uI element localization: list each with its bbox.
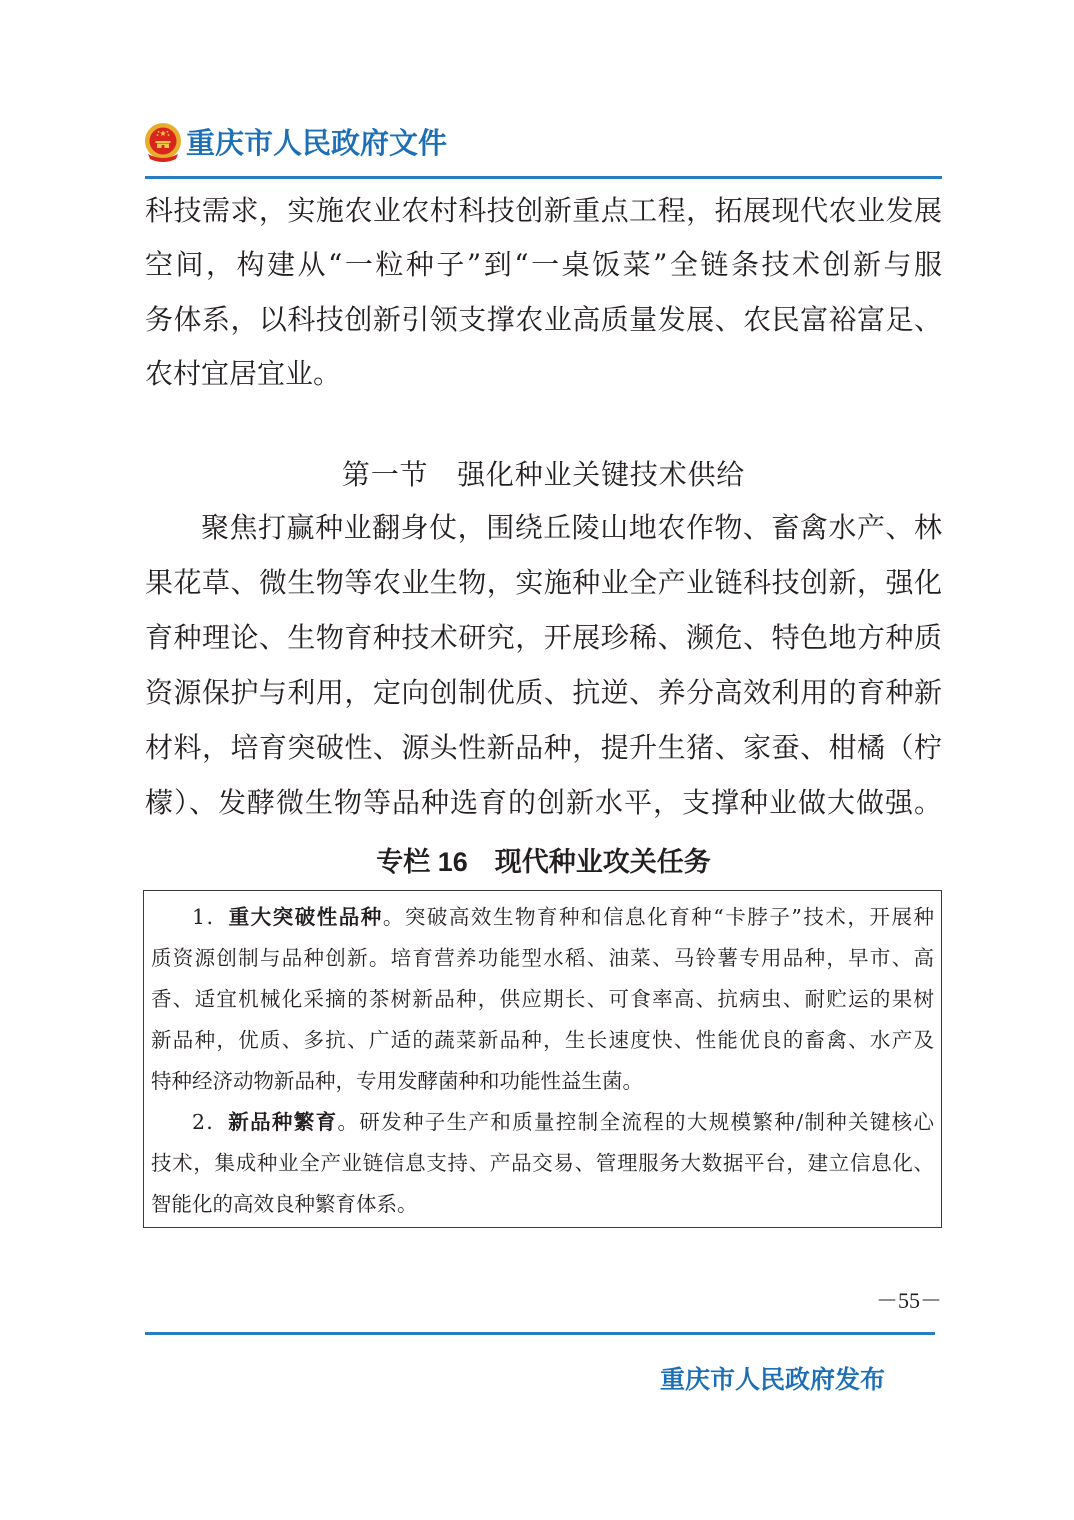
paragraph-line: 资源保护与利用，定向创制优质、抗逆、养分高效利用的育种新 bbox=[145, 676, 942, 709]
paragraph-2 bbox=[145, 500, 942, 830]
section-heading: 第一节 强化种业关键技术供给 bbox=[341, 458, 746, 491]
footer-rule bbox=[145, 1332, 935, 1335]
column-item-line: 香、适宜机械化采摘的茶树新品种，供应期长、可食率高、抗病虫、耐贮运的果树 bbox=[151, 987, 934, 1011]
column-item-first-line bbox=[151, 897, 934, 938]
item-text: 。突破高效生物育种和信息化育种“卡脖子”技术，开展种 bbox=[382, 905, 934, 929]
column-item-line: 技术，集成种业全产业链信息支持、产品交易、管理服务大数据平台，建立信息化、 bbox=[151, 1151, 934, 1175]
column-item-line: 质资源创制与品种创新。培育营养功能型水稻、油菜、马铃薯专用品种，早市、高 bbox=[151, 946, 934, 970]
column-item-line: 特种经济动物新品种，专用发酵菌种和功能性益生菌。 bbox=[151, 1069, 643, 1093]
paragraph-line: 檬）、发酵微生物等品种选育的创新水平，支撑种业做大做强。 bbox=[145, 786, 942, 819]
paragraph-line: 空间，构建从“一粒种子”到“一桌饭菜”全链条技术创新与服 bbox=[145, 248, 942, 282]
document-header-title: 重庆市人民政府文件 bbox=[186, 126, 448, 160]
column-item-first-line bbox=[151, 1102, 934, 1143]
header-rule bbox=[145, 176, 942, 179]
column-item-line: 新品种，优质、多抗、广适的蔬菜新品种，生长速度快、性能优良的畜禽、水产及 bbox=[151, 1028, 934, 1052]
paragraph-line: 农村宜居宜业。 bbox=[145, 357, 342, 391]
column-box bbox=[143, 890, 942, 1228]
paragraph-line: 果花草、微生物等农业生物，实施种业全产业链科技创新，强化 bbox=[145, 566, 942, 599]
item-number: 2． bbox=[192, 1110, 229, 1134]
page-number: －55－ bbox=[875, 1288, 942, 1313]
column-item-line: 智能化的高效良种繁育体系。 bbox=[151, 1192, 418, 1216]
item-text: 。研发种子生产和质量控制全流程的大规模繁种/制种关键核心 bbox=[337, 1110, 935, 1134]
column-box-title: 专栏 16 现代种业攻关任务 bbox=[376, 847, 711, 877]
paragraph-line: 聚焦打赢种业翻身仗，围绕丘陵山地农作物、畜禽水产、林 bbox=[201, 511, 942, 544]
paragraph-1 bbox=[145, 184, 942, 402]
paragraph-line: 务体系，以科技创新引领支撑农业高质量发展、农民富裕富足、 bbox=[145, 302, 942, 336]
item-label: 重大突破性品种 bbox=[228, 905, 383, 929]
paragraph-line: 材料，培育突破性、源头性新品种，提升生猪、家蚕、柑橘（柠 bbox=[145, 731, 942, 764]
column-item-2 bbox=[151, 1102, 934, 1225]
paragraph-line: 科技需求，实施农业农村科技创新重点工程，拓展现代农业发展 bbox=[145, 194, 942, 227]
item-label: 新品种繁育 bbox=[228, 1110, 338, 1134]
paragraph-line: 育种理论、生物育种技术研究，开展珍稀、濒危、特色地方种质 bbox=[145, 621, 942, 654]
item-number: 1． bbox=[192, 905, 229, 929]
publisher-label: 重庆市人民政府发布 bbox=[660, 1365, 886, 1394]
national-emblem-icon bbox=[143, 122, 183, 164]
column-item-1 bbox=[151, 897, 934, 1102]
